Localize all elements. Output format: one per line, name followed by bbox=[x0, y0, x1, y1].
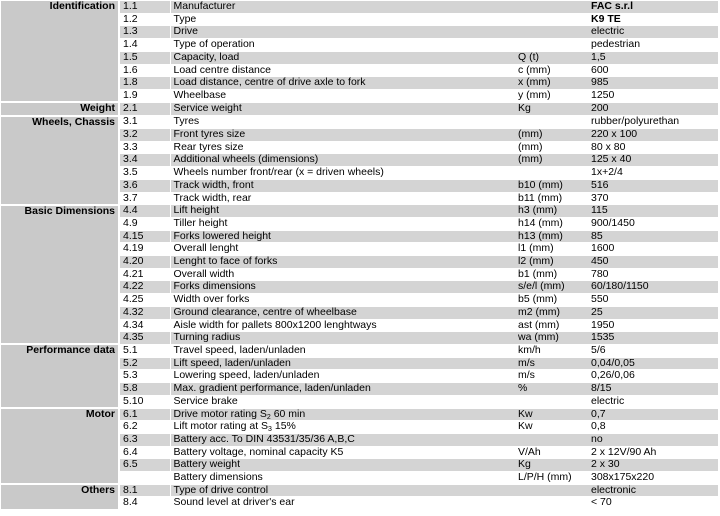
row-unit: Kg bbox=[515, 459, 588, 472]
row-number: 4.25 bbox=[119, 294, 170, 307]
row-value: 125 x 40 bbox=[588, 154, 718, 167]
row-unit: wa (mm) bbox=[515, 332, 588, 345]
row-value: 1,5 bbox=[588, 51, 718, 64]
row-number: 4.20 bbox=[119, 256, 170, 269]
row-description bbox=[170, 421, 515, 434]
subscript: 2 bbox=[266, 413, 271, 421]
row-description: Track width, rear bbox=[170, 192, 515, 205]
row-description: Type of drive control bbox=[170, 484, 515, 497]
row-value: 2 x 30 bbox=[588, 459, 718, 472]
row-number: 3.3 bbox=[119, 141, 170, 154]
row-number: 6.1 bbox=[119, 408, 170, 421]
row-description: Lift height bbox=[170, 205, 515, 218]
row-number: 2.1 bbox=[119, 102, 170, 116]
row-unit: c (mm) bbox=[515, 64, 588, 77]
row-description: Battery weight bbox=[170, 459, 515, 472]
row-unit: b11 (mm) bbox=[515, 192, 588, 205]
row-value: no bbox=[588, 433, 718, 446]
row-unit bbox=[515, 497, 588, 510]
row-description: Additional wheels (dimensions) bbox=[170, 154, 515, 167]
row-number: 1.3 bbox=[119, 26, 170, 39]
row-value: 5/6 bbox=[588, 344, 718, 357]
row-value: 2 x 12V/90 Ah bbox=[588, 446, 718, 459]
row-value: 0,26/0,06 bbox=[588, 370, 718, 383]
spec-row bbox=[1, 102, 718, 116]
row-number: 8.1 bbox=[119, 484, 170, 497]
row-value: 600 bbox=[588, 64, 718, 77]
row-number: 6.3 bbox=[119, 433, 170, 446]
section-heading: Weight bbox=[1, 102, 119, 116]
row-unit: Q (t) bbox=[515, 51, 588, 64]
row-number: 4.9 bbox=[119, 217, 170, 230]
subscript: 3 bbox=[268, 426, 272, 434]
row-unit: m/s bbox=[515, 370, 588, 383]
row-description: Tyres bbox=[170, 116, 515, 129]
row-unit bbox=[515, 39, 588, 52]
row-description: Sound level at driver's ear bbox=[170, 497, 515, 510]
row-description: Front tyres size bbox=[170, 129, 515, 142]
row-number: 4.15 bbox=[119, 230, 170, 243]
row-value: 985 bbox=[588, 77, 718, 90]
section-heading: Motor bbox=[1, 408, 119, 484]
spec-row bbox=[1, 116, 718, 129]
row-number: 6.5 bbox=[119, 459, 170, 472]
row-unit: m2 (mm) bbox=[515, 306, 588, 319]
row-number: 3.4 bbox=[119, 154, 170, 167]
row-value: 308x175x220 bbox=[588, 472, 718, 485]
row-description: Aisle width for pallets 800x1200 lenghtways bbox=[170, 319, 515, 332]
row-value: 1250 bbox=[588, 89, 718, 102]
section-heading: Identification bbox=[1, 1, 119, 102]
row-number: 1.9 bbox=[119, 89, 170, 102]
row-number: 5.1 bbox=[119, 344, 170, 357]
row-number: 4.21 bbox=[119, 268, 170, 281]
row-description: Lowering speed, laden/unladen bbox=[170, 370, 515, 383]
row-value: 780 bbox=[588, 268, 718, 281]
row-unit: Kw bbox=[515, 408, 588, 421]
row-number: 1.8 bbox=[119, 77, 170, 90]
row-number: 4.4 bbox=[119, 205, 170, 218]
row-description: Battery voltage, nominal capacity K5 bbox=[170, 446, 515, 459]
row-unit: m/s bbox=[515, 357, 588, 370]
row-number: 5.3 bbox=[119, 370, 170, 383]
row-number: 6.2 bbox=[119, 421, 170, 434]
spec-row bbox=[1, 1, 718, 13]
spec-row bbox=[1, 344, 718, 357]
row-number: 3.7 bbox=[119, 192, 170, 205]
row-number: 8.4 bbox=[119, 497, 170, 510]
row-unit: l1 (mm) bbox=[515, 243, 588, 256]
description-text: Drive motor rating S bbox=[173, 408, 267, 420]
row-unit: h3 (mm) bbox=[515, 205, 588, 218]
specification-table bbox=[1, 1, 718, 511]
row-description: Travel speed, laden/unladen bbox=[170, 344, 515, 357]
row-description: Capacity, load bbox=[170, 51, 515, 64]
row-value: 60/180/1150 bbox=[588, 281, 718, 294]
row-number: 5.2 bbox=[119, 357, 170, 370]
row-value: FAC s.r.l bbox=[588, 1, 718, 13]
row-description: Drive bbox=[170, 26, 515, 39]
row-description: Overall lenght bbox=[170, 243, 515, 256]
row-value: 1x+2/4 bbox=[588, 167, 718, 180]
row-value: 0,7 bbox=[588, 408, 718, 421]
row-number: 1.4 bbox=[119, 39, 170, 52]
row-description: Type of operation bbox=[170, 39, 515, 52]
row-number: 1.5 bbox=[119, 51, 170, 64]
row-number: 5.10 bbox=[119, 395, 170, 408]
description-text: Lift motor rating at S bbox=[173, 420, 269, 433]
row-unit: (mm) bbox=[515, 141, 588, 154]
row-number: 1.2 bbox=[119, 13, 170, 26]
row-number: 4.35 bbox=[119, 332, 170, 345]
row-description: Service brake bbox=[170, 395, 515, 408]
row-unit bbox=[515, 116, 588, 129]
row-number: 6.4 bbox=[119, 446, 170, 459]
row-value: 0,8 bbox=[588, 421, 718, 434]
row-number: 1.1 bbox=[119, 1, 170, 13]
row-value: 0,04/0,05 bbox=[588, 357, 718, 370]
row-number: 3.6 bbox=[119, 179, 170, 192]
row-unit: (mm) bbox=[515, 129, 588, 142]
row-unit bbox=[515, 433, 588, 446]
row-description: Tiller height bbox=[170, 217, 515, 230]
row-unit: % bbox=[515, 383, 588, 396]
row-description: Rear tyres size bbox=[170, 141, 515, 154]
row-value: electric bbox=[588, 26, 718, 39]
row-value: 550 bbox=[588, 294, 718, 307]
row-description: Wheelbase bbox=[170, 89, 515, 102]
row-unit: y (mm) bbox=[515, 89, 588, 102]
row-description: Battery acc. To DIN 43531/35/36 A,B,C bbox=[170, 433, 515, 446]
row-value: < 70 bbox=[588, 497, 718, 510]
row-unit: b1 (mm) bbox=[515, 268, 588, 281]
section-heading: Wheels, Chassis bbox=[1, 116, 119, 205]
row-unit: h14 (mm) bbox=[515, 217, 588, 230]
row-unit: Kg bbox=[515, 102, 588, 116]
row-description: Max. gradient performance, laden/unladen bbox=[170, 383, 515, 396]
row-unit bbox=[515, 395, 588, 408]
row-description: Battery dimensions bbox=[170, 472, 515, 485]
row-description: Width over forks bbox=[170, 294, 515, 307]
row-unit: Kw bbox=[515, 421, 588, 434]
row-number: 5.8 bbox=[119, 383, 170, 396]
row-unit bbox=[515, 167, 588, 180]
row-description: Forks dimensions bbox=[170, 281, 515, 294]
row-number bbox=[119, 472, 170, 485]
spec-row bbox=[1, 408, 718, 421]
row-unit: b10 (mm) bbox=[515, 179, 588, 192]
row-unit: s/e/l (mm) bbox=[515, 281, 588, 294]
row-number: 4.19 bbox=[119, 243, 170, 256]
row-unit: (mm) bbox=[515, 154, 588, 167]
spec-row bbox=[1, 484, 718, 497]
row-value: rubber/polyurethan bbox=[588, 116, 718, 129]
row-unit bbox=[515, 1, 588, 13]
section-heading: Performance data bbox=[1, 344, 119, 408]
row-value: 25 bbox=[588, 306, 718, 319]
description-suffix: 15% bbox=[271, 420, 296, 433]
row-description: Lift speed, laden/unladen bbox=[170, 357, 515, 370]
row-number: 4.32 bbox=[119, 306, 170, 319]
section-heading: Basic Dimensions bbox=[1, 205, 119, 345]
row-description: Lenght to face of forks bbox=[170, 256, 515, 269]
spec-row bbox=[1, 205, 718, 218]
row-unit: l2 (mm) bbox=[515, 256, 588, 269]
section-heading: Others bbox=[1, 484, 119, 509]
row-description bbox=[170, 408, 515, 421]
row-description: Load centre distance bbox=[170, 64, 515, 77]
row-number: 4.22 bbox=[119, 281, 170, 294]
row-unit: x (mm) bbox=[515, 77, 588, 90]
row-description: Overall width bbox=[170, 268, 515, 281]
row-unit: L/P/H (mm) bbox=[515, 472, 588, 485]
row-number: 3.5 bbox=[119, 167, 170, 180]
row-unit: ast (mm) bbox=[515, 319, 588, 332]
row-unit: b5 (mm) bbox=[515, 294, 588, 307]
row-value: 80 x 80 bbox=[588, 141, 718, 154]
row-value: 450 bbox=[588, 256, 718, 269]
row-description: Service weight bbox=[170, 102, 515, 116]
row-value: 220 x 100 bbox=[588, 129, 718, 142]
row-description: Manufacturer bbox=[170, 1, 515, 13]
row-value: 1950 bbox=[588, 319, 718, 332]
row-value: electric bbox=[588, 395, 718, 408]
row-number: 3.1 bbox=[119, 116, 170, 129]
row-description: Load distance, centre of drive axle to fork bbox=[170, 77, 515, 90]
row-value: 85 bbox=[588, 230, 718, 243]
row-value: 516 bbox=[588, 179, 718, 192]
row-value: pedestrian bbox=[588, 39, 718, 52]
row-value: 370 bbox=[588, 192, 718, 205]
row-description: Type bbox=[170, 13, 515, 26]
row-unit: h13 (mm) bbox=[515, 230, 588, 243]
row-unit: V/Ah bbox=[515, 446, 588, 459]
row-number: 4.34 bbox=[119, 319, 170, 332]
row-unit: km/h bbox=[515, 344, 588, 357]
row-value: K9 TE bbox=[588, 13, 718, 26]
row-value: 8/15 bbox=[588, 383, 718, 396]
row-description: Wheels number front/rear (x = driven wheels) bbox=[170, 167, 515, 180]
specification-table-body bbox=[1, 1, 718, 510]
row-description: Track width, front bbox=[170, 179, 515, 192]
row-value: electronic bbox=[588, 484, 718, 497]
row-number: 1.6 bbox=[119, 64, 170, 77]
row-value: 900/1450 bbox=[588, 217, 718, 230]
row-value: 200 bbox=[588, 102, 718, 116]
description-suffix: 60 min bbox=[270, 408, 306, 420]
row-value: 1535 bbox=[588, 332, 718, 345]
row-value: 115 bbox=[588, 205, 718, 218]
row-unit bbox=[515, 484, 588, 497]
row-value: 1600 bbox=[588, 243, 718, 256]
row-description: Turning radius bbox=[170, 332, 515, 345]
row-unit bbox=[515, 13, 588, 26]
row-description: Ground clearance, centre of wheelbase bbox=[170, 306, 515, 319]
row-description: Forks lowered height bbox=[170, 230, 515, 243]
row-unit bbox=[515, 26, 588, 39]
row-number: 3.2 bbox=[119, 129, 170, 142]
